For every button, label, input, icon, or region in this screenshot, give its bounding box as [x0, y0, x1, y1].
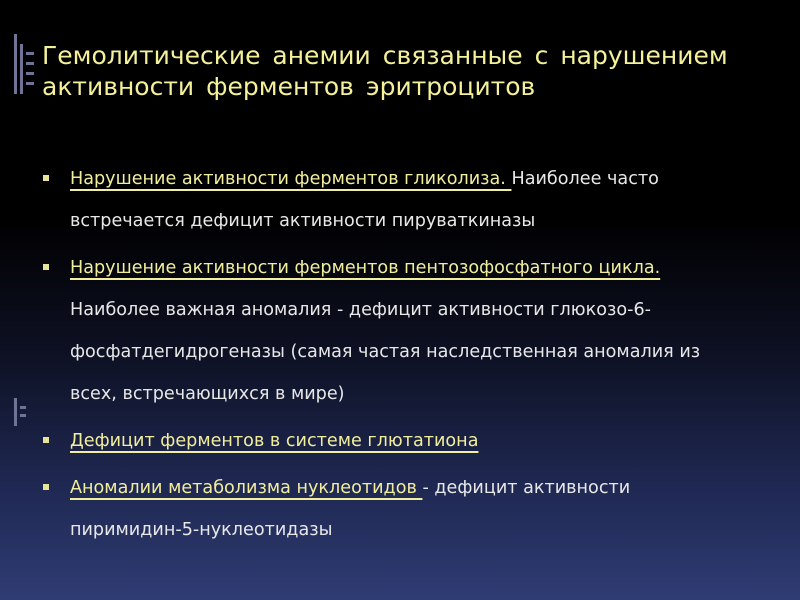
bullet-marker: [43, 264, 49, 270]
bullet-marker: [43, 437, 49, 443]
bullet-item: [40, 420, 750, 462]
bullet-list: [40, 158, 750, 551]
bullet-marker: [43, 175, 49, 181]
bullet-marker: [43, 484, 49, 490]
bullet-text: - дефицит активности пиримидин-5-нуклеотидазы: [70, 478, 631, 540]
bullet-link[interactable]: Дефицит ферментов в системе глютатиона: [70, 431, 479, 451]
bullet-item: [40, 247, 750, 415]
bullet-text: Наиболее часто встречается дефицит активности пируваткиназы: [70, 169, 659, 231]
slide-title: Гемолитические анемии связанные с нарушением активности ферментов эритроцитов: [42, 41, 728, 101]
bullet-item: [40, 467, 750, 551]
bullet-text: Наиболее важная аномалия - дефицит активности глюкозо-6-фосфатдегидрогеназы (самая частая наследственная аномалия из всех, встречающихся в мире): [70, 300, 701, 404]
bullet-link[interactable]: Аномалии метаболизма нуклеотидов: [70, 478, 423, 498]
bullet-item: [40, 158, 750, 242]
bullet-link[interactable]: Нарушение активности ферментов гликолиза.: [70, 169, 512, 189]
bullet-link[interactable]: Нарушение активности ферментов пентозофосфатного цикла.: [70, 258, 661, 278]
